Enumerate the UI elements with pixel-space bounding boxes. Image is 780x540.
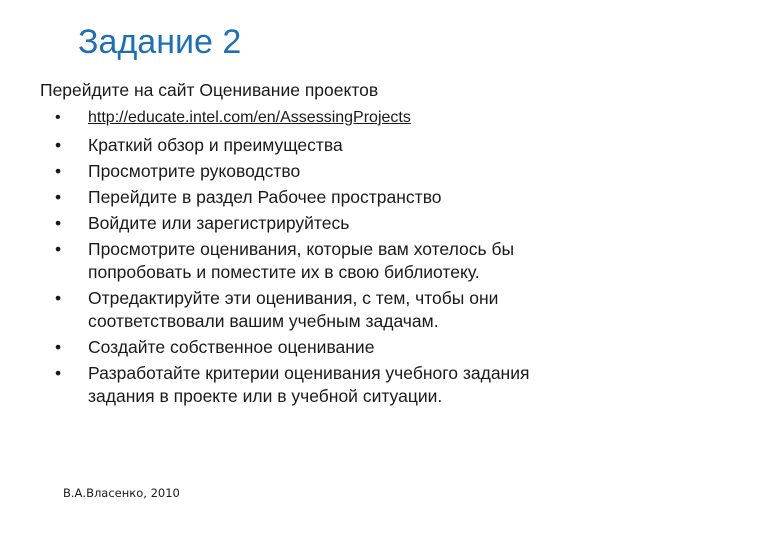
list-item-text: Перейдите в раздел Рабочее пространство <box>88 187 442 207</box>
list-item-text: Просмотрите оценивания, которые вам хотелось бы <box>88 239 515 259</box>
bullet-icon: • <box>55 337 62 357</box>
bullet-icon: • <box>55 109 61 126</box>
list-item-text-continued: задания в проекте или в учебной ситуации. <box>88 386 443 406</box>
slide-title: Задание 2 <box>78 23 242 61</box>
list-item-url <box>55 106 755 129</box>
intro-text: Перейдите на сайт Оценивание проектов <box>40 80 379 100</box>
task-list <box>55 106 755 411</box>
list-item-text: Отредактируйте эти оценивания, с тем, чтобы они <box>88 288 499 308</box>
bullet-icon: • <box>55 135 62 155</box>
list-item-text: Создайте собственное оценивание <box>88 337 375 357</box>
list-item <box>55 238 755 284</box>
list-item <box>55 160 755 183</box>
list-item-text: Просмотрите руководство <box>88 161 301 181</box>
list-item <box>55 336 755 359</box>
bullet-icon: • <box>55 187 62 207</box>
bullet-icon: • <box>55 161 62 181</box>
list-item-text-continued: соответствовали вашим учебным задачам. <box>88 311 439 331</box>
list-item-text: Разработайте критерии оценивания учебного задания <box>88 363 530 383</box>
list-item-text: Краткий обзор и преимущества <box>88 135 343 155</box>
bullet-icon: • <box>55 363 62 383</box>
list-item <box>55 362 755 408</box>
assessing-projects-link[interactable]: http://educate.intel.com/en/AssessingProjects <box>88 109 411 126</box>
list-item-text-continued: попробовать и поместите их в свою библиотеку. <box>88 262 480 282</box>
bullet-icon: • <box>55 239 62 259</box>
list-item-text: Войдите или зарегистрируйтесь <box>88 213 350 233</box>
list-item <box>55 134 755 157</box>
footer-author: В.А.Власенко, 2010 <box>63 486 180 500</box>
list-item <box>55 287 755 333</box>
bullet-icon: • <box>55 288 62 308</box>
list-item <box>55 186 755 209</box>
list-item <box>55 212 755 235</box>
bullet-icon: • <box>55 213 62 233</box>
